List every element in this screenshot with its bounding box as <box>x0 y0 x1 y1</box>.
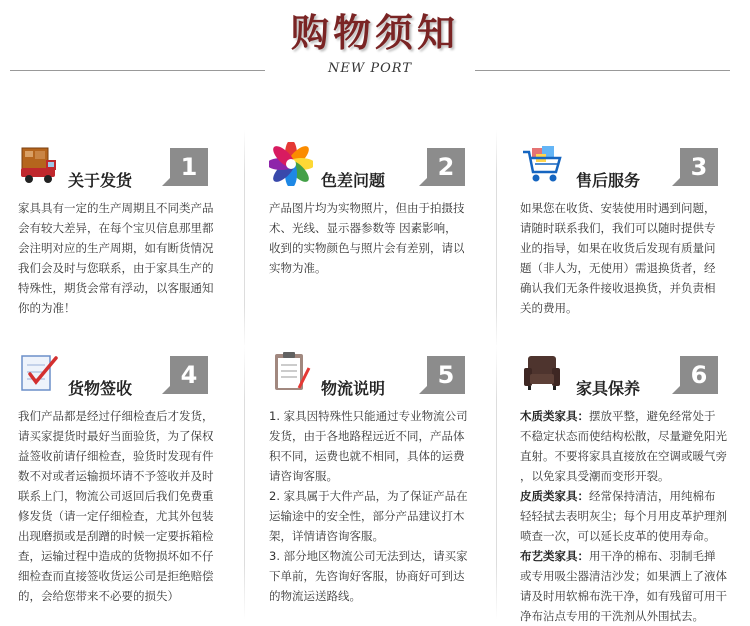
divider-left <box>10 70 265 71</box>
column-divider <box>244 345 245 620</box>
card-logistics <box>269 350 491 610</box>
page-subtitle: NEW PORT <box>328 61 412 76</box>
card-body: 木质类家具：摆放平整，避免经常处于 不稳定状态而使结构松散，尽量避免阳光 直射。不要将家具直接放在空调或暖气旁 ，以免家具受潮而变形开裂。 皮质类家具：经常保持清洁，用纯棉布 轻轻拭去表明灰尘；每个月用皮革护理剂 喷查一次，可以延长皮革的使用寿命。 布艺类家具：用干净的棉布、羽制毛掸 或专用吸尘器清洁沙发；如果洒上了液体 请及时用软棉布洗干净，如有残留可用干 净布沾点专用的干洗剂从外围拭去。 <box>520 409 727 623</box>
card-color-difference <box>269 142 491 332</box>
care-section-label: 皮质类家具： <box>520 489 589 503</box>
clipboard-icon <box>269 350 313 394</box>
column-divider <box>496 130 497 350</box>
card-number-badge: 3 <box>680 148 718 186</box>
card-body: 1. 家具因特殊性只能通过专业物流公司 发货，由于各地路程远近不同，产品体 积不同，运费也就不相同，具体的运费 请咨询客服。 2. 家具属于大件产品，为了保证产品在 运输途中的安全性，部分产品建议打木 架，详情请咨询客服。 3. 部分地区物流公司无法到达，请买家 下单前，先咨询好客服，协商好可到达 的物流运送路线。 <box>269 409 468 603</box>
care-section-label: 木质类家具： <box>520 409 589 423</box>
divider-right <box>475 70 730 71</box>
column-divider <box>244 130 245 350</box>
card-number-badge: 5 <box>427 356 465 394</box>
card-body: 如果您在收货、安装使用时遇到问题， 请随时联系我们，我们可以随时提供专 业的指导，如果在收货后发现有质量问 题（非人为，无使用）需退换货者，经 确认我们无条件接收退换货，并负责相 关的费用。 <box>520 201 716 315</box>
card-heading: 物流说明 <box>321 379 386 398</box>
checklist-icon <box>18 350 62 394</box>
card-number-badge: 4 <box>170 356 208 394</box>
column-divider <box>496 345 497 620</box>
card-furniture-care <box>520 350 746 623</box>
card-after-sales <box>520 142 742 332</box>
card-heading: 售后服务 <box>576 171 641 190</box>
card-body: 家具具有一定的生产周期且不同类产品 会有较大差异，在每个宝贝信息那里都 会注明对应的生产周期，如有断货情况 我们会及时与您联系，由于家具生产的 特殊性，期货会常有浮动，以客服通知 你的为准！ <box>18 201 214 315</box>
color-wheel-icon <box>269 142 313 186</box>
card-heading: 货物签收 <box>68 379 133 398</box>
shopping-cart-icon <box>520 142 564 186</box>
card-shipping <box>18 142 240 332</box>
delivery-truck-icon <box>18 142 62 186</box>
care-section-label: 布艺类家具： <box>520 549 589 563</box>
card-heading: 家具保养 <box>576 379 641 398</box>
armchair-icon <box>520 350 564 394</box>
card-number-badge: 6 <box>680 356 718 394</box>
card-body: 我们产品都是经过仔细检查后才发货， 请买家提货时最好当面验货，为了保权 益签收前请仔细检查，验货时发现有件 数不对或者运输损坏请不予签收并及时 联系上门，物流公司返回后我们免费重 修发货（请一定仔细检查，尤其外包装 出现磨损或是刮蹭的时候一定要拆箱检 查，运输过程中造成的货物损坏如不仔 细检查而直接签收货运公司是拒绝赔偿 的，会给您带来不必要的损失） <box>18 409 214 603</box>
card-receipt <box>18 350 240 610</box>
card-body: 产品图片均为实物照片，但由于拍摄技 术、光线、显示器参数等 因素影响， 收到的实物颜色与照片会有差别，请以 实物为准。 <box>269 201 465 275</box>
card-number-badge: 2 <box>427 148 465 186</box>
page-title: 购物须知 <box>290 10 459 55</box>
card-number-badge: 1 <box>170 148 208 186</box>
card-heading: 关于发货 <box>68 171 133 190</box>
card-heading: 色差问题 <box>321 171 386 190</box>
